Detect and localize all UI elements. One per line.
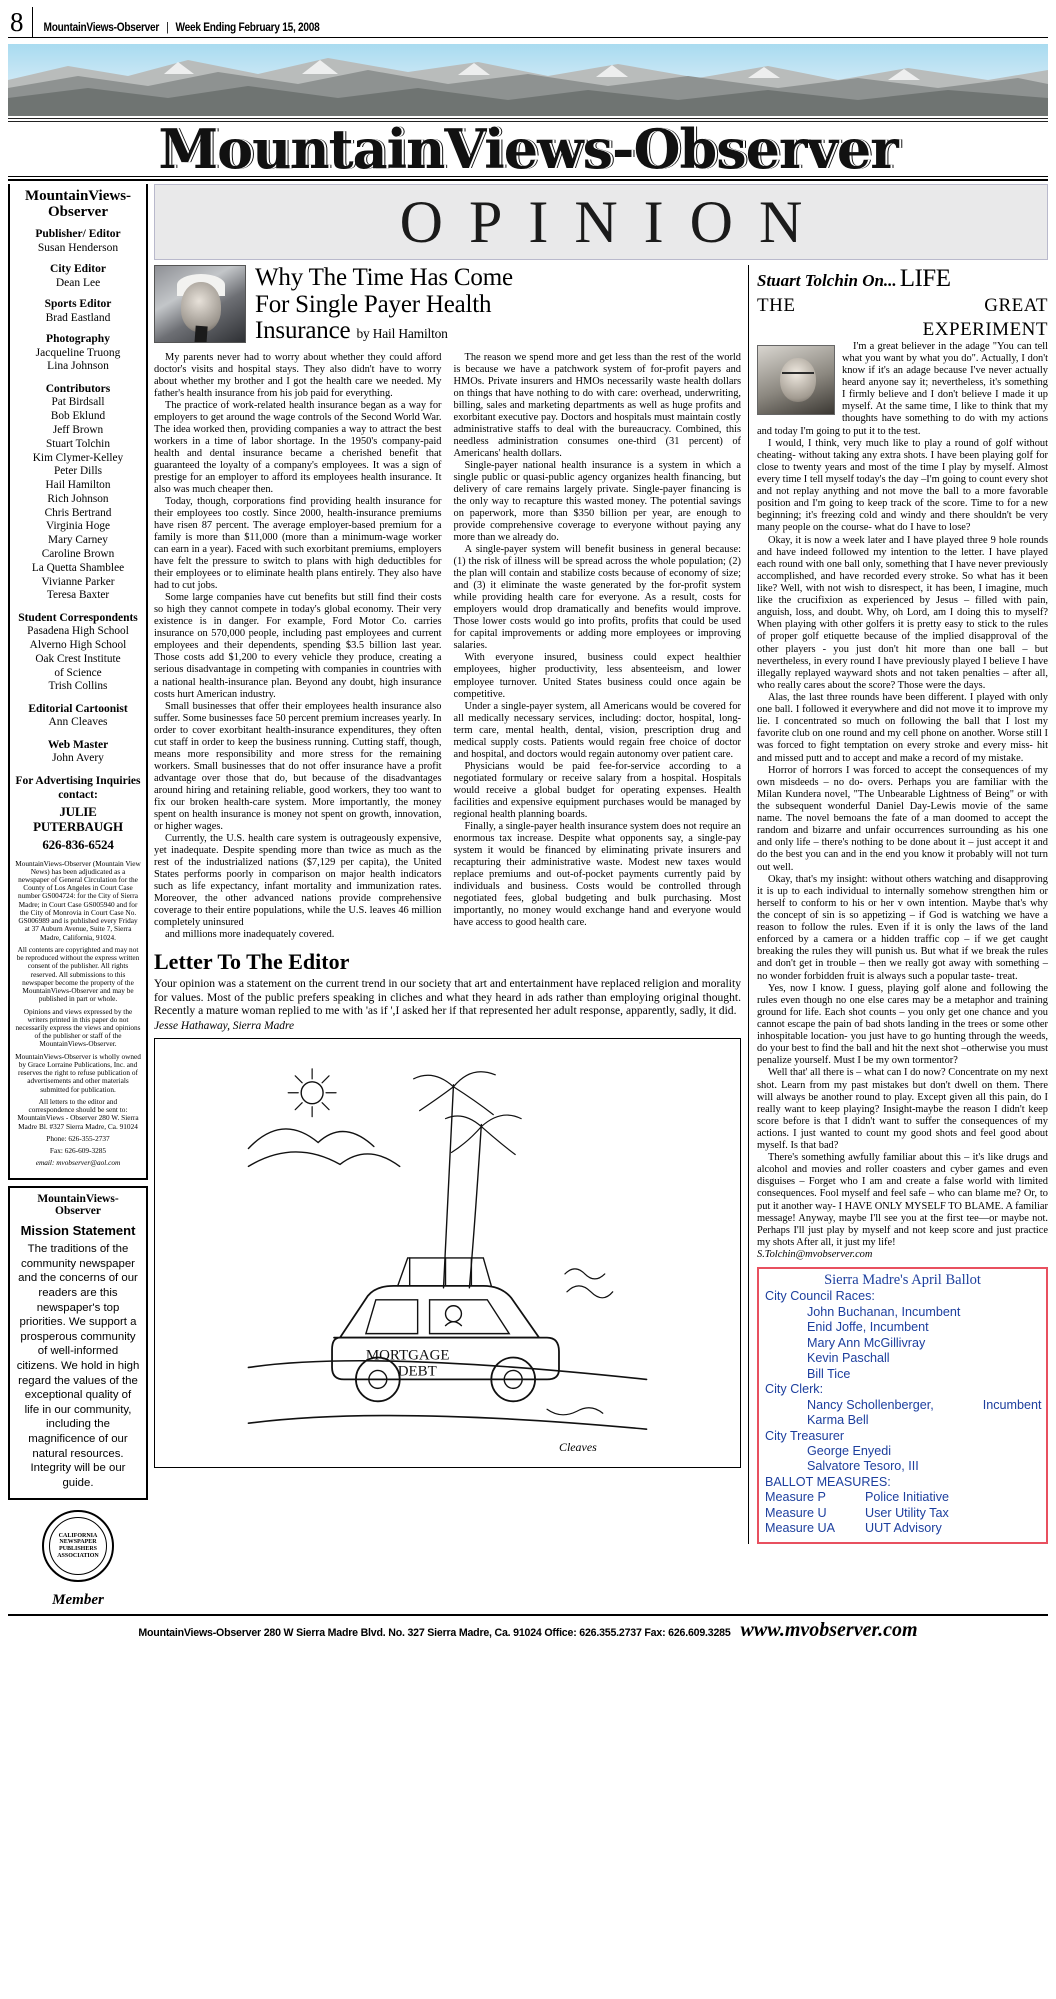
tolchin-column: [748, 265, 1048, 1544]
student-item: Oak Crest Institute: [35, 652, 121, 665]
ballot-title: Sierra Madre's April Ballot: [824, 1272, 981, 1289]
page-folio: [8, 4, 1048, 38]
feature-paragraph: Finally, a single-payer health insurance system does not require an enormous tax increase. Despite what opponents say, a single-pay system it would be financed by eliminating private insurers and recapturing their administrative waste. Modest new taxes would replace premiums and out-of-pocket payments currently paid by individuals and business. Costs would be controlled through negotiated fees, global budgeting and bulk purchasing. Most importantly, no money would exchange hand and everyone would have access to good health care.: [453, 820, 741, 928]
staff-box-title: [15, 189, 141, 221]
mountain-ridge-graphic: [8, 54, 1048, 116]
advertising-contact-name: JULIE PUTERBAUGH: [33, 803, 123, 834]
feature-paragraph: With everyone insured, business could expect healthier employees, higher productivity, less absenteeism, and lower employee turnover. United States business could once again be competitive.: [453, 652, 741, 700]
contributor-item: Teresa Baxter: [46, 589, 110, 602]
students-list: [15, 625, 141, 694]
role-label-photography: Photography: [46, 333, 110, 346]
tolchin-kicker: Stuart Tolchin On...: [757, 270, 897, 290]
measure-name: Measure P: [765, 1490, 826, 1505]
editorial-columns: [154, 265, 1048, 1544]
mountain-banner-photo: [8, 44, 1048, 116]
tolchin-paragraph: Okay, that's my insight: without others watching and disapproving it is up to each individual to internally somehow strengthen him or herself to conform to his or her v own intention. Maybe that's why the concept of sin is so appetizing – if God is watching we have a reason to follow the rules. Even if it is only the laws of the land enforced by a camera or a hidden traffic cop – if we get caught breaking the rules they will punish us. But what if we break the rules and don't get in trouble – then we really got away with something – no wonder forbidden fruit is always such a popular taste- treat.: [757, 873, 1048, 982]
cartoon-car-label: MORTGAGE: [365, 1347, 450, 1364]
tolchin-subhead-row-2: [757, 319, 1048, 341]
folio-separator: |: [166, 22, 169, 34]
cnpa-seal-icon: [42, 1510, 114, 1582]
ballot-candidate: Mary Ann McGillivray: [807, 1335, 926, 1350]
ballot-measures-label: BALLOT MEASURES:: [765, 1474, 891, 1489]
portrait-face: [181, 282, 221, 332]
headline-line-2: For Single Payer Health: [255, 290, 492, 318]
tolchin-header: [757, 265, 1048, 293]
contributor-item: Hail Hamilton: [45, 479, 111, 492]
tolchin-portrait-photo: [757, 345, 835, 415]
letter-body: Your opinion was a statement on the current trend in our society that art and entertainment have replaced religion and morality for values. Most of the public prefers speaking in cliches and what they heard in ads rather than employing original thought. Recently a mature woman replied to me with 'as if ',I asked her if that represented her adult response, apparently, sadly, it did.: [154, 976, 741, 1018]
masthead-wordmark: [8, 117, 1048, 181]
staff-role-city-editor: [15, 263, 141, 290]
ballot-candidate: Bill Tice: [807, 1366, 851, 1381]
staff-role-sports-editor: [15, 298, 141, 325]
feature-paragraph: Small businesses that offer their employees health insurance also suffer. Some businesses face 50 percent premium increases yearly. In order to cover exorbitant health-insurance expenditures, they often cut staff in order to keep the business running. Cutting staff, though, means more responsibility and more stress for the remaining workers. Small businesses that do not offer insurance have a profit advantage over those that do, but because of the disadvantages around hiring and retaining reliable, good workers, they too want to fix our broken health-care system. More importantly, the money spent on health insurance is money not spent on growth, innovation, or higher wages.: [154, 700, 442, 832]
headline-line-1: Why The Time Has Come: [255, 263, 513, 291]
author-portrait-photo: [154, 265, 246, 343]
staff-box: [8, 184, 148, 1180]
feature-paragraph: Currently, the U.S. health care system is outrageously expensive, yet inadequate. Despite spending more than twice as much as the rest of the industrialized nations ($7,129 per capita), the United States performs poorly in comparison on major health indicators such as life expectancy, infant mortality and immunization rates. Moreover, the other advanced nations provide comprehensive coverage to their entire populations, while the U.S. leaves 46 million completely uninsured: [154, 832, 442, 928]
tolchin-body-text: [757, 341, 1048, 1261]
contributor-item: Caroline Brown: [41, 548, 115, 560]
feature-paragraph: Today, though, corporations find providing health insurance for their employees too costly. Since 2000, health-insurance premiums have risen 87 percent. The average employer-based premium for a family is more than $11,000 (more than a minimum-wage worker can earn in a year). Faced with such exorbitant premiums, employers have felt the pressure to switch to plans with high deductibles for their employees or to eliminate health plans entirely. They also have had to cut jobs.: [154, 496, 442, 592]
mission-statement-box: [8, 1186, 148, 1501]
ballot-candidate: George Enyedi: [807, 1443, 892, 1458]
headline-line-3-text: Insurance: [255, 317, 351, 345]
letter-to-editor: [154, 949, 741, 1032]
contributor-item: Mary Carney: [48, 534, 108, 547]
folio-publication: MountainViews-Observer: [43, 22, 160, 34]
footer-website-url[interactable]: www.mvobserver.com: [740, 1619, 918, 1642]
feature-byline: by Hail Hamilton: [356, 326, 448, 342]
tolchin-portrait-glasses: [782, 372, 814, 380]
legal-paragraph: MountainViews-Observer is wholly owned by Grace Lorraine Publications, Inc. and reserves the right to refuse publication of advertisements and other materials submitted for publication.: [15, 1051, 141, 1094]
mission-masthead-line2: Observer: [55, 1205, 101, 1218]
contributor-item: La Quetta Shamblee: [31, 561, 125, 574]
advertising-label-2: contact:: [58, 788, 98, 801]
advertising-contact-phone: 626-836-6524: [42, 836, 114, 852]
ballot-measure-row: [765, 1521, 1040, 1536]
cartoonist-name: Ann Cleaves: [48, 716, 108, 729]
page-number: 8: [10, 7, 24, 37]
contributor-item: Stuart Tolchin: [46, 437, 110, 450]
contributors-label: Contributors: [45, 383, 111, 396]
cartoon-drawing: [155, 1039, 740, 1467]
ballot-candidate: Salvatore Tesoro, III: [807, 1459, 919, 1474]
staff-role-photography: [15, 333, 141, 374]
ballot-section-label: City Treasurer: [765, 1428, 845, 1443]
tolchin-paragraph: Horror of horrors I was forced to accept the consequences of my own misdeeds – no do- overs. Perhaps you are familiar with the Milan Kundera novel, "The Unbearable Lightness of Being" or with the subsequent wonderful Daniel Day-Lewis movie of the same name. The novel bemoans the fate of a man doomed to accept the random and bizarre and unfair occurrences surrounding as his one and only life – there's nothing to be done about it – just accept it and do the best you can and in the end you know it probably will not turn out well.: [757, 764, 1048, 873]
webmaster-label: Web Master: [47, 739, 109, 752]
staff-title-line1: MountainViews-: [24, 187, 132, 204]
member-label: Member: [52, 1592, 104, 1609]
student-item: of Science: [54, 666, 102, 679]
staff-title-line2: Observer: [48, 203, 108, 220]
feature-paragraph: The practice of work-related health insurance began as a way for employers to get around the wage controls of the Second World War. The idea worked then, providing companies a way to attract the best workers in a time of labor shortage. In the 1950's company-paid health and dental insurance became a cherished benefit that guaranteed the loyalty of a company's employees. It was a sign of prestige for an employer to afford its employees health insurance. It also was much cheaper then.: [154, 400, 442, 496]
tolchin-subhead-row: [757, 295, 1048, 317]
role-label-sports-editor: Sports Editor: [44, 298, 112, 311]
tolchin-subhead-line2: EXPERIMENT: [922, 318, 1048, 340]
tolchin-paragraph: I would, I think, very much like to play a round of golf without cheating- without taking any extra shots. I have been playing golf for close to twenty years and most of the time I play by myself. Almost every time I tell myself today's the day –I'm going to count every shot and not replay anything and not move the ball to a more favorable position and I'm going to keep track of the score. Time to for a new beginning; it's freezing cold and windy and there shouldn't be very many people on the course- what do I have to lose?: [757, 437, 1048, 534]
portrait-tie: [194, 325, 207, 342]
contributor-item: Kim Clymer-Kelley: [32, 451, 124, 464]
ballot-candidate: Kevin Paschall: [807, 1351, 890, 1366]
staff-role-publisher: [15, 228, 141, 255]
cartoonist-label: Editorial Cartoonist: [28, 703, 128, 716]
feature-paragraph: Under a single-payer system, all Americans would be covered for all medically necessary services, including: doctor, hospital, long-term care, mental health, dental, vision, prescription drug and medical supply costs. Patients would regain free choice of doctor and hospital, and doctors would regain autonomy over patient care.: [453, 700, 741, 760]
contributor-item: Jeff Brown: [52, 423, 104, 436]
student-item: Alverno High School: [29, 639, 127, 652]
legal-fax: Fax: 626-609-3285: [49, 1146, 107, 1156]
mission-body: The traditions of the community newspaper and the concerns of our readers are this newspaper's top priorities. We support a prosperous community of well-informed citizens. We hold in high regard the values of the exceptional quality of life in our community, including the magnificence of our natural resources. Integrity will be our guide.: [16, 1243, 140, 1489]
contributor-item: Vivianne Parker: [41, 575, 115, 588]
feature-paragraph: Some large companies have cut benefits but still find their costs so high they cannot compete in today's global economy. Their very existence is in danger. For example, Ford Motor Co. carries insurance on 570,000 people, including past employees and current employees and their dependents, spending $3.5 billion last year. Those costs add $1,200 to every vehicle they produce, creating a serious disadvantage in competing with companies in countries with a national health-insurance plan. Beyond any doubt, high insurance costs hurt American industry.: [154, 592, 442, 700]
contributor-item: Rich Johnson: [47, 492, 109, 505]
feature-headline: [255, 265, 513, 345]
student-item: Trish Collins: [48, 680, 108, 693]
april-ballot-box: [757, 1267, 1048, 1544]
folio-caption: [33, 22, 320, 37]
editorial-cartoon: [154, 1038, 741, 1468]
role-name-photographer-2: Lina Johnson: [47, 360, 109, 373]
feature-paragraph: and millions more inadequately covered.: [165, 928, 335, 940]
feature-paragraph: The reason we spend more and get less than the rest of the world is because we have a patchwork system of for-profit payers and HMOs. Private insurers and HMOs necessarily waste health dollars on things that have nothing to do with care: overhead, underwriting, billing, sales and marketing departments as well as huge profits and exorbitant executive pay. Doctors and hospitals must maintain costly administrative staffs to deal with the bureaucracy. Combined, this needless administration consumes one-third (31 percent) of Americans' health dollars.: [453, 352, 741, 460]
tolchin-paragraph: Well that' all there is – what can I do now? Concentrate on my next shot. Learn from my past mistakes but don't dwell on them. There will always be another round to play. Except given all this pain, do I really want to keep playing? Insight-maybe the reason I didn't keep score before is that I didn't want to suffer the consequences of my actions. I just wanted to count my good shots and feel good about myself. Is that bad?: [757, 1067, 1048, 1152]
letter-title: Letter To The Editor: [154, 948, 350, 974]
tolchin-portrait-face: [780, 358, 816, 402]
feature-paragraph: My parents never had to worry about whether they could afford doctor's visits and hospital stays. They also didn't have to worry about whether my brother and I got the health care we needed. My father's health insurance from his job paid for everything.: [154, 352, 442, 400]
legal-notice: [15, 860, 141, 1168]
tolchin-subhead-left: THE: [757, 294, 796, 316]
legal-phone: Phone: 626-355-2737: [46, 1133, 110, 1143]
advertising-label-1: For Advertising Inquiries: [15, 775, 141, 788]
section-banner-label: OPINION: [399, 188, 829, 255]
feature-paragraph: Single-payer national health insurance is a system in which a single public or quasi-public agency organizes health financing, but delivery of care remains largely private. Single-payer financing is the only way to recapture this wasted money. The potential savings on paperwork, more than $350 billion per year, are enough to provide comprehensive coverage to everyone without paying any more than we already do.: [453, 460, 741, 544]
ballot-measure-row: [765, 1490, 1040, 1505]
masthead-title: MountainViews-Observer: [158, 117, 898, 181]
tolchin-paragraph: Yes, now I know. I guess, playing golf alone and following the rules even though no one else cares may be a metaphor and training ground for life. Each shot counts – you only get one chance and you cannot escape the pain of bad shots landing in the trees or some other inhospitable location- you just have to go hunting through the weeds, do your best to find the ball and hit the next shot –otherwise you must penalize yourself. Must I be my own tormentor?: [757, 982, 1048, 1067]
letter-signature: Jesse Hathaway, Sierra Madre: [154, 1019, 295, 1032]
folio-date: Week Ending February 15, 2008: [175, 22, 320, 34]
legal-email[interactable]: email: mvobserver@aol.com: [35, 1158, 121, 1168]
role-name-publisher: Susan Henderson: [37, 241, 119, 254]
ballot-candidate: Nancy Schollenberger, Incumbent: [807, 1397, 1042, 1412]
tolchin-subhead-right: GREAT: [984, 294, 1048, 316]
ballot-candidate: Enid Joffe, Incumbent: [807, 1320, 929, 1335]
editorial-area: [148, 184, 1048, 1610]
feature-headline-row: [154, 265, 741, 345]
page-body: [8, 184, 1048, 1610]
tolchin-paragraph: Okay, it is now a week later and I have played three 9 hole rounds and have indeed followed my intention to the letter. I have played each round with one ball only, something that I have never previously accomplished, and have recorded every stroke. So what has it been like? Well, with not wish to disrespect, it has been, I imagine, much like the crucifixion as experienced by Jesus – filled with pain, anguish, loss, and doubt. Why, oh Lord, am I doing this to myself? When playing with other golfers it is pretty easy to stick to the rules of proper golf etiquette because of the implied disapproval of the other players - you just don't hit more than one ball – but nevertheless, in every round I have previously played I believe I have illegally replayed wayward shots and not taken penalties – after all, who really cares about the score? Those were the days.: [757, 534, 1048, 691]
contributor-item: Peter Dills: [53, 465, 102, 478]
measure-desc: UUT Advisory: [865, 1521, 942, 1536]
footer-address: MountainViews-Observer 280 W Sierra Madre Blvd. No. 327 Sierra Madre, Ca. 91024 Office: 626.355.2737 Fax: 626.609.3285: [138, 1627, 731, 1640]
section-banner-opinion: [154, 184, 1048, 260]
student-item: Pasadena High School: [27, 625, 129, 638]
role-name-city-editor: Dean Lee: [55, 276, 101, 289]
ballot-section-label: City Council Races:: [765, 1289, 875, 1304]
contributors-list: [15, 396, 141, 603]
role-name-sports-editor: Brad Eastland: [45, 311, 111, 324]
legal-paragraph: All letters to the editor and correspondence should be sent to: MountainViews - Observer 280 W. Sierra Madre Bl. #327 Sierra Madre, Ca. 91024: [17, 1096, 139, 1131]
mission-title: Mission Statement: [20, 1223, 136, 1239]
tolchin-paragraph: Alas, the last three rounds have been different. I played with only one ball. I followed it everywhere and did not move it to improve my lie. I concentrated so much on following the ball that I lost my favorite club on one round and my cell phone on another. Worse still I was forced to fight temptation on every stroke and every miss- hit and missed putt and to accept and make a record of my mistake.: [757, 692, 1048, 764]
measure-desc: User Utility Tax: [865, 1505, 949, 1520]
contributor-item: Bob Eklund: [50, 410, 106, 423]
role-label-publisher: Publisher/ Editor: [35, 228, 121, 241]
headline-line-3: [255, 318, 513, 345]
ballot-candidate: Karma Bell: [807, 1413, 869, 1428]
tolchin-life-word: LIFE: [899, 264, 951, 292]
legal-paragraph: Opinions and views expressed by the writers printed in this paper do not necessarily express the views and opinions of the publisher or staff of the MountainViews-Observer.: [15, 1006, 141, 1049]
students-label: Student Correspondents: [18, 612, 138, 625]
cartoon-signature: Cleaves: [558, 1439, 597, 1454]
webmaster-name: John Avery: [52, 752, 104, 765]
page-footer: [8, 1614, 1048, 1642]
measure-name: Measure U: [765, 1505, 827, 1520]
measure-name: Measure UA: [765, 1521, 835, 1536]
feature-body-text: [154, 352, 741, 941]
legal-paragraph: All contents are copyrighted and may not be reproduced without the express written consent of the publisher. All rights reserved. All submissions to this newspaper become the property of the MountainViews-Observer and may be published in part or whole.: [16, 944, 140, 1004]
svg-text:DEBT: DEBT: [397, 1363, 437, 1380]
ballot-measure-row: [765, 1506, 1040, 1521]
newspaper-page: [0, 4, 1056, 1999]
cnpa-seal-text: CALIFORNIA NEWSPAPER PUBLISHERS ASSOCIATION: [57, 1532, 99, 1560]
feature-paragraph: A single-payer system will benefit business in general because: (1) the risk of illness will be spread across the whole population; (2) the plan will contain and stabilize costs because of economy of size; and (3) it eliminate the waste generated by the for-profit system while providing health care for everyone. As a result, costs for employers would drop dramatically and benefits would improve. Those lower costs would go into profits, profits that could be used for capital improvements or adding more employees or improving salaries.: [453, 544, 741, 652]
cnpa-seal-block: [8, 1510, 148, 1609]
contributor-item: Virginia Hoge: [45, 520, 111, 533]
tolchin-paragraph: I'm a great believer in the adage "You can tell what you want by what you do". Actually, I don't know if it's an adage because I've never actually heard anyone say it; nevertheless, it's something I firmly believe and I don't believe I made it up myself. At the same time, I like to think that my thoughts have something to do with my actions and today I'm going to put it to the test.: [757, 340, 1048, 437]
tolchin-paragraph: There's something awfully familiar about this – it's like drugs and alcohol and movies and roller coasters and cyber games and even disguises – Forget who I am and create a false world with limited consequences. Fool myself and feel safe – who can blame me? Or, to put it another way- I HAVE ONLY MYSELF TO BLAME. A familiar message! Anyway, maybe I'll see you at the first tee—or maybe not. Perhaps I'll just play by myself and not keep score and just practice my shots After all, it just my life!: [757, 1152, 1048, 1248]
role-name-photographer-1: Jacqueline Truong: [35, 346, 121, 359]
measure-desc: Police Initiative: [865, 1490, 949, 1505]
contributor-item: Pat Birdsall: [51, 396, 105, 409]
legal-paragraph: MountainViews-Observer (Mountain View News) has been adjudicated as a newspaper of General Circulation for the County of Los Angeles in Court Case number GS004724: for the City of Sierra Madre; in Court Case GS005940 and for the City of Monrovia in Court Case No. GS006989 and is published every Friday at 37 Auburn Avenue, Suite 7, Sierra Madre, California, 91024.: [15, 858, 141, 942]
ballot-section-label: City Clerk:: [765, 1382, 824, 1397]
feature-paragraph: Physicians would be paid fee-for-service according to a negotiated formulary or receive salary from a hospital. Hospitals would receive a global budget for operating expenses. Health facilities and expensive equipment purchases would be managed by regional health planning boards.: [453, 760, 741, 820]
tolchin-email[interactable]: S.Tolchin@mvobserver.com: [757, 1249, 873, 1261]
ballot-candidate: John Buchanan, Incumbent: [807, 1304, 961, 1319]
mission-masthead-line1: MountainViews-: [37, 1192, 119, 1205]
contributor-item: Chris Bertrand: [44, 506, 112, 519]
role-label-city-editor: City Editor: [50, 263, 106, 276]
feature-column: [154, 265, 748, 1544]
